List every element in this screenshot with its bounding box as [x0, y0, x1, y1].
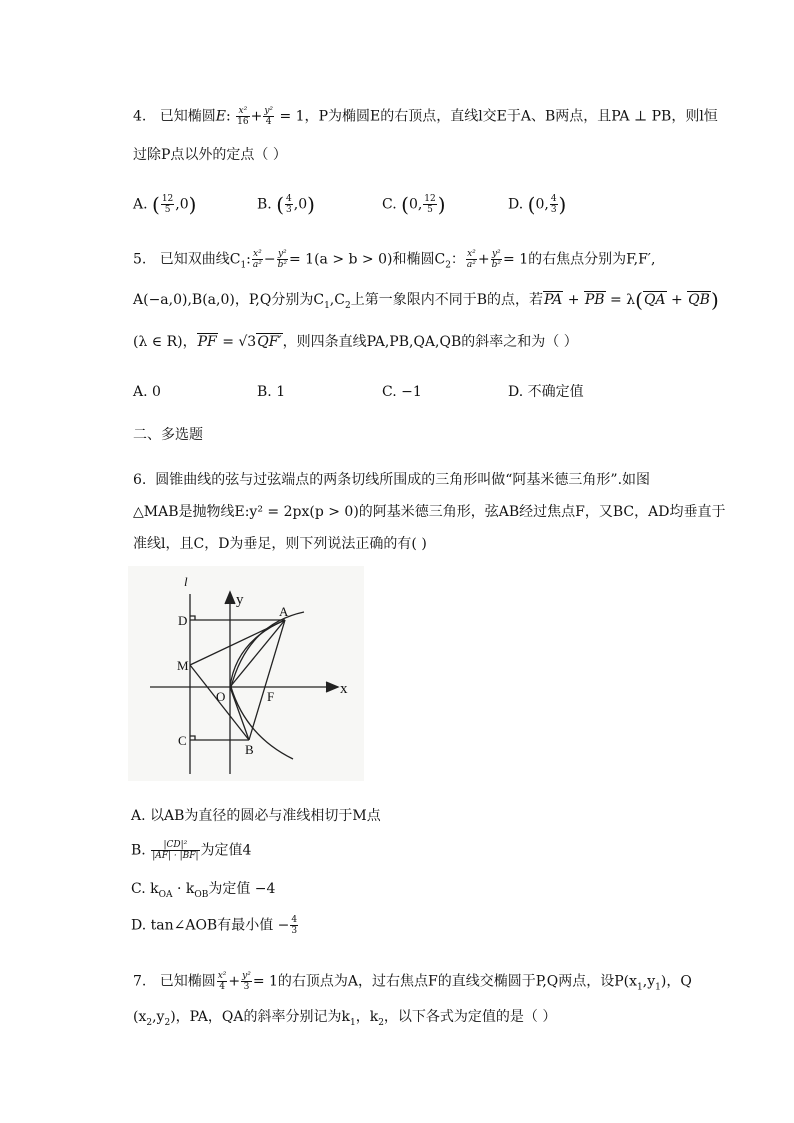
label-y: y	[236, 592, 244, 608]
q5-option-a: A. 0	[133, 384, 161, 400]
parabola-diagram	[128, 566, 364, 781]
section-heading: 二、多选题	[133, 427, 203, 443]
label-x: x	[340, 681, 348, 697]
q6-option-d: D. tan∠AOB有最小值 − $\frac{4}{3}$	[131, 915, 298, 936]
label-B: B	[245, 742, 254, 757]
q6-line1: 6. 圆锥曲线的弦与过弦端点的两条切线所围成的三角形叫做“阿基米德三角形”.如图	[133, 472, 651, 488]
segment-MA	[190, 620, 285, 665]
q4-frac-x: $\frac{\text{x²}}{16}$	[237, 106, 249, 127]
chord-AB	[249, 620, 285, 740]
q6-option-c: C. $k_{OA} \cdot k_{OB}$为定值 −4	[131, 881, 276, 900]
q5-option-b: B. 1	[257, 384, 286, 400]
label-l: l	[184, 574, 188, 589]
label-O: O	[216, 689, 226, 704]
q7-line1: 7. 已知椭圆 $\frac{\text{x²}}{4}$ + $\frac{\text{y²}}{3}$ = 1的右顶点为A，过右焦点F的直线交椭圆于P,Q两点，设$P(x_1,y_1)$，Q	[133, 971, 692, 993]
parabola-curve	[231, 612, 304, 759]
q6-option-a: A. 以AB为直径的圆必与准线相切于M点	[131, 808, 381, 824]
q6-option-b: B. $\frac{\text{|CD|²}}{|AF| \cdot |BF|}$ 为定值4	[131, 840, 252, 861]
label-M: M	[177, 658, 189, 673]
q5-option-c: C. −1	[382, 384, 422, 400]
label-F: F	[267, 689, 275, 704]
q7-number: 7.	[133, 973, 147, 990]
x-axis-arrow	[326, 682, 338, 692]
q7-line2: $(x_2,y_2)$，PA，QA的斜率分别记为$k_1$，$k_2$，以下各式为定值的是（ ）	[133, 1009, 557, 1028]
label-C: C	[178, 733, 187, 748]
q6-line2: △MAB是抛物线E:y² = 2px(p > 0)的阿基米德三角形，弦AB经过焦点F，又BC，AD均垂直于	[133, 504, 726, 520]
q4-option-d: D. (0, $\frac{4}{3}$ )	[508, 192, 567, 217]
label-D: D	[178, 613, 188, 628]
q6-line3: 准线l，且C，D为垂足，则下列说法正确的有( )	[133, 536, 427, 552]
q4-number: 4.	[133, 108, 147, 125]
parabola-figure	[128, 566, 364, 781]
q4-option-c: C. (0, $\frac{12}{5}$ )	[382, 192, 446, 217]
q4-line1: 4. 已知椭圆E: $\frac{\text{x²}}{16}$ + $\frac{\text{y²}}{4}$ = 1，P为椭圆E的右顶点，直线l交E于A、B两点，且PA ⊥ PB，则l恒	[133, 106, 718, 127]
q5-number: 5.	[133, 251, 147, 268]
q5-line2: A(−a,0),B(a,0)，P,Q分别为$C_1,C_2$上第一象限内不同于B的点，若PA + PB = λ(QA + QB)	[133, 288, 719, 312]
q4-option-a: A. ( $\frac{12}{5}$ ,0)	[133, 192, 197, 217]
y-axis-arrow	[225, 592, 235, 604]
q4-option-b: B. ( $\frac{4}{3}$ ,0)	[257, 192, 315, 217]
q6-number: 6.	[133, 472, 147, 488]
q5-line3: (λ ∈ R)，PF = √3QF′，则四条直线PA,PB,QA,QB的斜率之和为（ ）	[133, 334, 578, 350]
q5-line1: 5. 已知双曲线$C_1$: $\frac{\text{x²}}{\text{a²}}$ − $\frac{\text{y²}}{\text{b²}}$ = 1(a > b > 0)和椭圆$C_2$： $\frac{\text{x²}}{\text{a²}}$ + $\frac{\text{y²}}{\text{b²}}$ = 1的右焦点分别为F,F′,	[133, 249, 656, 271]
q4-line2: 过除P点以外的定点（ ）	[133, 147, 287, 163]
q4-frac-y: $\frac{\text{y²}}{4}$	[264, 106, 274, 127]
q5-option-d: D. 不确定值	[508, 384, 584, 400]
segment-OB	[230, 687, 249, 740]
label-A: A	[279, 604, 289, 619]
segment-OA	[230, 620, 285, 687]
